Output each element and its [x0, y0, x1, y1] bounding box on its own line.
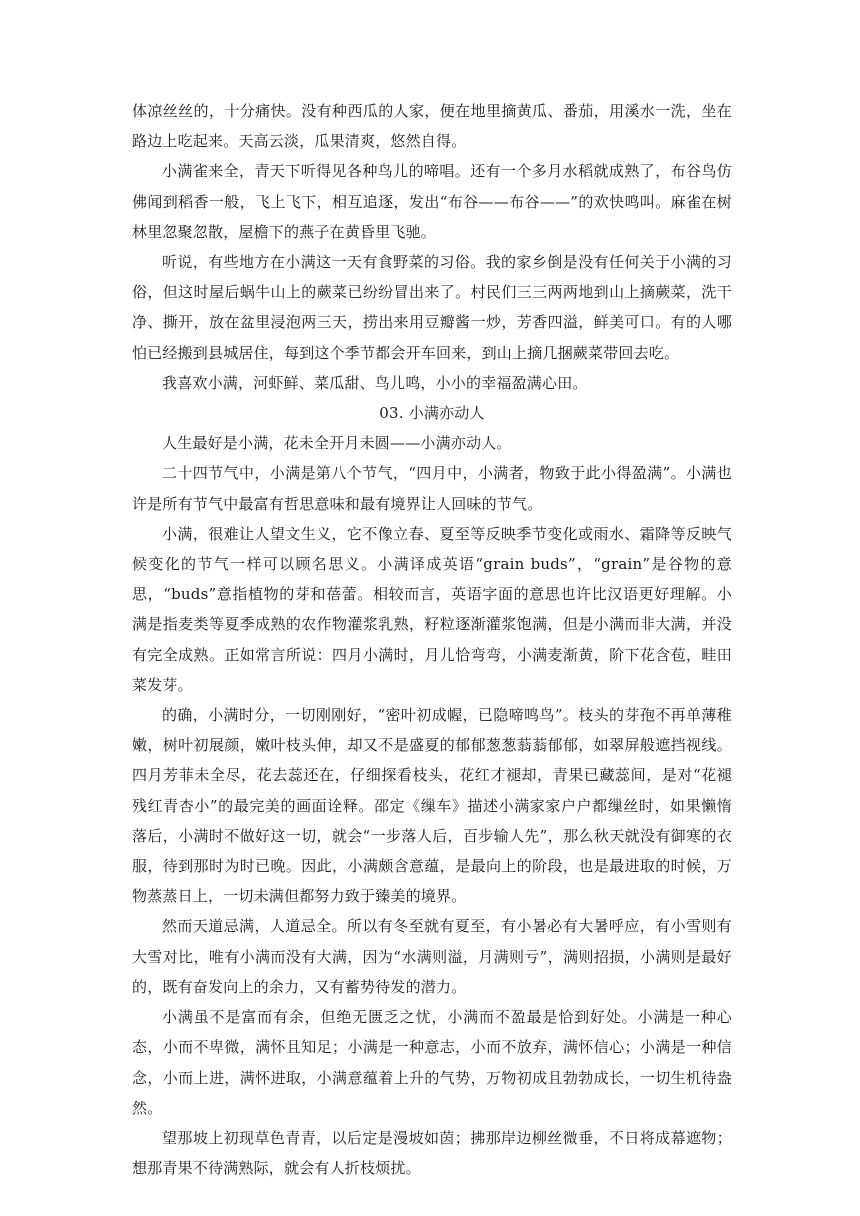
paragraph: 人生最好是小满，花未全开月未圆——小满亦动人。: [162, 434, 512, 453]
paragraph: 然而天道忌满，人道忌全。所以有冬至就有夏至，有小暑必有大暑呼应，有小雪则有大雪对比，唯有小满而没有大满，因为“水满则溢，月满则亏”，满则招损，小满则是最好的，既有奋发向上的余力，又有蓄势待发的潜力。: [132, 917, 732, 996]
paragraph: 小满雀来全，青天下听得见各种鸟儿的啼唱。还有一个多月水稻就成熟了，布谷鸟仿佛闻到稻香一般，飞上飞下，相互追逐，发出“布谷——布谷——”的欢快鸣叫。麻雀在树林里忽聚忽散，屋檐下的燕子在黄昏里飞驰。: [132, 162, 732, 241]
paragraph: 体凉丝丝的，十分痛快。没有种西瓜的人家，便在地里摘黄瓜、番茄，用溪水一洗，坐在路边上吃起来。天高云淡，瓜果清爽，悠然自得。: [132, 102, 732, 151]
paragraph: 小满虽不是富而有余，但绝无匮乏之忧，小满而不盈最是恰到好处。小满是一种心态，小而不卑微，满怀且知足；小满是一种意志，小而不放弃，满怀信心；小满是一种信念，小而上进，满怀进取，小满意蕴着上升的气势，万物初成且勃勃成长，一切生机待盎然。: [132, 1008, 732, 1117]
section-heading: 03. 小满亦动人: [379, 404, 485, 423]
paragraph: 二十四节气中，小满是第八个节气，“四月中，小满者，物致于此小得盈满”。小满也许是所有节气中最富有哲思意味和最有境界让人回味的节气。: [132, 464, 732, 513]
paragraph: 的确，小满时分，一切刚刚好，“密叶初成幄，已隐啼鸣鸟”。枝头的芽孢不再单薄稚嫩，树叶初展颜，嫩叶枝头伸，却又不是盛夏的郁郁葱葱蓊蓊郁郁，如翠屏般遮挡视线。四月芳菲未全尽，花去蕊还在，仔细探看枝头，花红才褪却，青果已藏蕊间，是对“花褪残红青杏小”的最完美的画面诠释。邵定《缫车》描述小满家家户户都缫丝时，如果懒惰落后，小满时不做好这一切，就会“一步落人后，百步输人先”，那么秋天就没有御寒的衣服，待到那时为时已晚。因此，小满颇含意蕴，是最向上的阶段，也是最进取的时候，万物蒸蒸日上，一切未满但都努力致于臻美的境界。: [132, 706, 732, 906]
paragraph: 小满，很难让人望文生义，它不像立春、夏至等反映季节变化或雨水、霜降等反映气候变化的节气一样可以顾名思义。小满译成英语“grain buds”，“grain”是谷物的意思，“buds”意指植物的芽和蓓蕾。相较而言，英语字面的意思也许比汉语更好理解。小满是指麦类等夏季成熟的农作物灌浆乳熟，籽粒逐渐灌浆饱满，但是小满而非大满，并没有完全成熟。正如常言所说：四月小满时，月儿恰弯弯，小满麦渐黄，阶下花含苞，畦田菜发芽。: [132, 524, 732, 694]
paragraph: 望那坡上初现草色青青，以后定是漫坡如茵；拂那岸边柳丝微垂，不日将成幕遮物；想那青果不待满熟际，就会有人折枝烦扰。: [132, 1128, 732, 1178]
paragraph: 我喜欢小满，河虾鲜、菜瓜甜、鸟儿鸣，小小的幸福盈满心田。: [162, 373, 588, 392]
paragraph: 听说，有些地方在小满这一天有食野菜的习俗。我的家乡倒是没有任何关于小满的习俗，但这时屋后蜗牛山上的蕨菜已纷纷冒出来了。村民们三三两两地到山上摘蕨菜，洗干净、撕开，放在盆里浸泡两三天，捞出来用豆瓣酱一炒，芳香四溢，鲜美可口。有的人哪怕已经搬到县城居住，每到这个季节都会开车回来，到山上摘几捆蕨菜带回去吃。: [132, 253, 732, 362]
